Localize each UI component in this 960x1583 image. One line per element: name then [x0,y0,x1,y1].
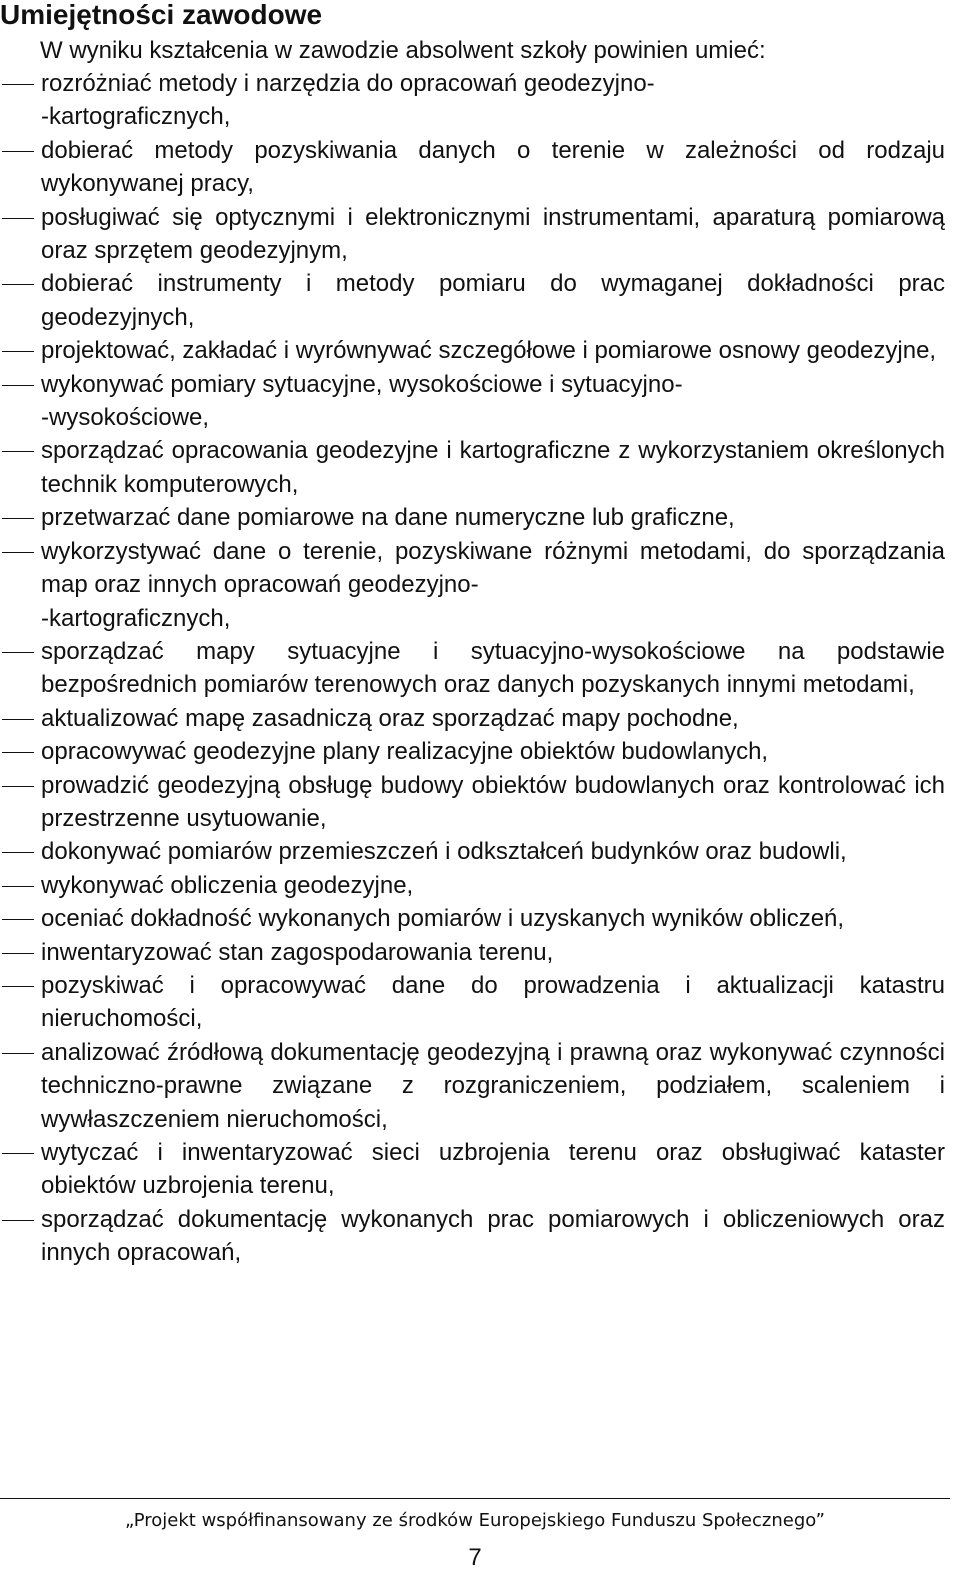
list-item [0,835,945,868]
list-item [0,702,945,735]
dash-bullet [2,652,34,653]
list-item-text: wytyczać i inwentaryzować sieci uzbrojenia terenu oraz obsługiwać kataster obiektów uzbrojenia terenu, [41,1139,945,1200]
intro-sentence: W wyniku kształcenia w zawodzie absolwent szkoły powinien umieć: [40,37,766,64]
list-item [0,1136,945,1203]
dash-bullet [2,786,34,787]
dash-bullet [2,886,34,887]
list-item-text: wykonywać obliczenia geodezyjne, [41,871,414,899]
dash-bullet [2,953,34,954]
dash-bullet [2,1053,34,1054]
dash-bullet [2,719,34,720]
list-item [0,902,945,935]
list-item [0,434,945,501]
list-item-text: sporządzać mapy sytuacyjne i sytuacyjno-wysokościowe na podstawie bezpośrednich pomiarów terenowych oraz danych pozyskanych innymi metodami, [41,637,945,699]
list-item-text: oceniać dokładność wykonanych pomiarów i uzyskanych wyników obliczeń, [41,905,845,933]
dash-bullet [2,385,34,386]
list-item [0,936,945,969]
list-item [0,635,945,702]
dash-bullet [2,351,34,352]
dash-bullet [2,151,34,152]
skills-list [0,67,945,1270]
dash-bullet [2,518,34,519]
list-item [0,969,945,1036]
footer-funding-note: „Projekt współfinansowany ze środków Europejskiego Funduszu Społecznego” [125,1510,825,1531]
list-item [0,1036,945,1136]
list-item-text: wykorzystywać dane o terenie, pozyskiwane różnymi metodami, do sporządzania map oraz innych opracowań geodezyjno- -kartograficznych, [41,537,945,632]
list-item-text: projektować, zakładać i wyrównywać szczegółowe i pomiarowe osnowy geodezyjne, [41,337,937,365]
list-item-text: dobierać instrumenty i metody pomiaru do wymaganej dokładności prac geodezyjnych, [41,270,945,331]
list-item [0,67,945,134]
dash-bullet [2,451,34,452]
list-item-text: aktualizować mapę zasadniczą oraz sporządzać mapy pochodne, [41,704,739,732]
list-item-text: dokonywać pomiarów przemieszczeń i odkształceń budynków oraz budowli, [41,838,847,866]
list-item [0,535,945,635]
list-item [0,1203,945,1270]
list-item [0,769,945,836]
list-item-text: opracowywać geodezyjne plany realizacyjne obiektów budowlanych, [41,738,769,766]
list-item [0,869,945,902]
list-item [0,368,945,435]
list-item-text: dobierać metody pozyskiwania danych o terenie w zależności od rodzaju wykonywanej pracy, [41,136,945,198]
list-item-text: rozróżniać metody i narzędzia do opracowań geodezyjno- -kartograficznych, [41,70,655,131]
list-item-text: sporządzać dokumentację wykonanych prac pomiarowych i obliczeniowych oraz innych opracowań, [41,1205,945,1267]
dash-bullet [2,919,34,920]
dash-bullet [2,1153,34,1154]
dash-bullet [2,1220,34,1221]
list-item [0,334,945,367]
dash-bullet [2,218,34,219]
section-heading: Umiejętności zawodowe [0,0,323,30]
list-item-text: przetwarzać dane pomiarowe na dane numeryczne lub graficzne, [41,504,735,532]
list-item [0,267,945,334]
list-item [0,201,945,268]
dash-bullet [2,986,34,987]
list-item [0,501,945,534]
dash-bullet [2,284,34,285]
list-item [0,735,945,768]
list-item-text: prowadzić geodezyjną obsługę budowy obiektów budowlanych oraz kontrolować ich przestrzenne usytuowanie, [41,771,945,832]
page-number: 7 [468,1544,482,1571]
list-item [0,134,945,201]
dash-bullet [2,752,34,753]
list-item-text: sporządzać opracowania geodezyjne i kartograficzne z wykorzystaniem określonych technik komputerowych, [41,437,945,498]
list-item-text: analizować źródłową dokumentację geodezyjną i prawną oraz wykonywać czynności techniczno-prawne związane z rozgraniczeniem, podziałem, scaleniem i wywłaszczeniem nieruchomości, [41,1038,945,1133]
list-item-text: pozyskiwać i opracowywać dane do prowadzenia i aktualizacji katastru nieruchomości, [41,971,945,1033]
list-item-text: wykonywać pomiary sytuacyjne, wysokościowe i sytuacyjno- -wysokościowe, [41,370,683,432]
list-item-text: posługiwać się optycznymi i elektronicznymi instrumentami, aparaturą pomiarową oraz sprzętem geodezyjnym, [41,203,945,265]
list-item-text: inwentaryzować stan zagospodarowania terenu, [41,938,554,966]
dash-bullet [2,852,34,853]
dash-bullet [2,552,34,553]
dash-bullet [2,84,34,85]
footer-divider [0,1498,950,1499]
